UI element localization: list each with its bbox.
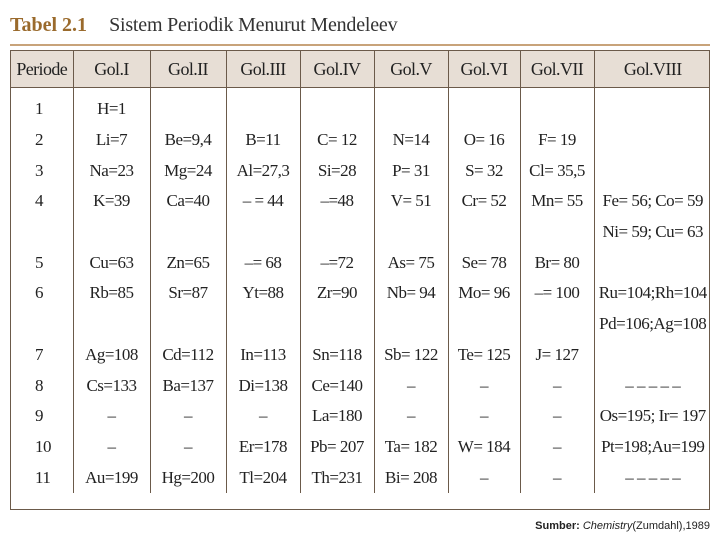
table-row: [11, 88, 710, 125]
element-cell: [448, 309, 520, 340]
element-cell: –: [448, 370, 520, 401]
period-cell: 4: [11, 186, 73, 217]
element-cell: –: [226, 401, 300, 432]
element-cell: Ag=108: [73, 340, 150, 371]
element-cell: –: [150, 432, 226, 463]
period-cell: 7: [11, 340, 73, 371]
period-cell: 6: [11, 278, 73, 309]
element-cell: –: [374, 401, 448, 432]
element-cell: Nb= 94: [374, 278, 448, 309]
table-row: [11, 247, 710, 278]
element-cell: O= 16: [448, 125, 520, 156]
element-cell: H=1: [73, 88, 150, 125]
table-body: [11, 88, 710, 493]
element-cell: [594, 340, 710, 371]
element-cell: [594, 125, 710, 156]
element-cell: Na=23: [73, 155, 150, 186]
period-cell: 1: [11, 88, 73, 125]
element-cell: Os=195; Ir= 197: [599, 406, 706, 426]
column-header: Periode: [11, 51, 73, 88]
period-cell: [11, 217, 73, 248]
element-cell: –=72: [300, 247, 374, 278]
element-cell: Cr= 52: [448, 186, 520, 217]
element-cell: Cl= 35,5: [520, 155, 594, 186]
table-row: [11, 462, 710, 493]
element-cell: Tl=204: [226, 462, 300, 493]
source-rest: (Zumdahl),1989: [632, 520, 710, 532]
element-cell: Sb= 122: [374, 340, 448, 371]
element-cell: –: [520, 432, 594, 463]
element-cell: B=11: [226, 125, 300, 156]
period-cell: 9: [11, 401, 73, 432]
element-cell: Te= 125: [448, 340, 520, 371]
table-row: [11, 432, 710, 463]
table-row: [11, 401, 710, 432]
element-cell: Cd=112: [150, 340, 226, 371]
element-cell: [73, 217, 150, 248]
element-cell: Er=178: [226, 432, 300, 463]
table-row: [11, 340, 710, 371]
source-book: Chemistry: [582, 520, 633, 532]
column-header: Gol.VIII: [594, 51, 710, 88]
element-cell: Au=199: [73, 462, 150, 493]
period-cell: 3: [11, 155, 73, 186]
table-row: [11, 125, 710, 156]
element-cell: F= 19: [520, 125, 594, 156]
element-cell: –: [73, 432, 150, 463]
element-cell: [226, 88, 300, 125]
element-cell: V= 51: [374, 186, 448, 217]
period-cell: [11, 309, 73, 340]
period-cell: 10: [11, 432, 73, 463]
table-row: [11, 309, 710, 340]
element-cell: –: [520, 401, 594, 432]
element-cell: [594, 88, 710, 125]
element-cell: Pt=198;Au=199: [601, 436, 705, 456]
element-cell: [374, 88, 448, 125]
column-header: Gol.IV: [300, 51, 374, 88]
element-cell: C= 12: [300, 125, 374, 156]
source-note: [535, 520, 710, 532]
element-cell: [374, 217, 448, 248]
table-row: [11, 370, 710, 401]
periodic-table-frame: [10, 50, 710, 510]
element-cell: [594, 155, 710, 186]
element-cell: Pd=106;Ag=108: [599, 314, 707, 334]
column-header: Gol.V: [374, 51, 448, 88]
source-label: Sumber:: [535, 520, 580, 532]
element-cell: [374, 309, 448, 340]
period-cell: 5: [11, 247, 73, 278]
element-cell: [226, 217, 300, 248]
element-cell: [520, 309, 594, 340]
table-row: [11, 155, 710, 186]
element-cell: P= 31: [374, 155, 448, 186]
period-cell: 11: [11, 462, 73, 493]
element-cell: Cs=133: [73, 370, 150, 401]
element-cell: [300, 88, 374, 125]
element-cell: Al=27,3: [226, 155, 300, 186]
element-cell: J= 127: [520, 340, 594, 371]
element-cell: Be=9,4: [150, 125, 226, 156]
element-cell: Mn= 55: [520, 186, 594, 217]
element-cell: –: [520, 462, 594, 493]
column-header: Gol.III: [226, 51, 300, 88]
element-cell: –: [150, 401, 226, 432]
element-cell: In=113: [226, 340, 300, 371]
element-cell: Ce=140: [300, 370, 374, 401]
element-cell: Th=231: [300, 462, 374, 493]
element-cell: Si=28: [300, 155, 374, 186]
element-cell: Li=7: [73, 125, 150, 156]
header-row: [11, 51, 710, 88]
element-cell: Zr=90: [300, 278, 374, 309]
element-cell: [448, 88, 520, 125]
element-cell: Yt=88: [226, 278, 300, 309]
element-cell: Br= 80: [520, 247, 594, 278]
element-cell: Ba=137: [150, 370, 226, 401]
element-cell: [150, 88, 226, 125]
element-cell: – – – – –: [625, 467, 681, 487]
element-cell: Ru=104;Rh=104: [598, 283, 707, 303]
element-cell: [520, 217, 594, 248]
element-cell: Ca=40: [150, 186, 226, 217]
element-cell: Hg=200: [150, 462, 226, 493]
element-cell: Mg=24: [150, 155, 226, 186]
element-cell: Cu=63: [73, 247, 150, 278]
element-cell: [300, 309, 374, 340]
mendeleev-table: [11, 51, 710, 493]
column-header: Gol.VII: [520, 51, 594, 88]
column-header: Gol.I: [73, 51, 150, 88]
element-cell: [226, 309, 300, 340]
element-cell: Mo= 96: [448, 278, 520, 309]
element-cell: S= 32: [448, 155, 520, 186]
table-number: Tabel 2.1: [10, 13, 88, 36]
element-cell: Pb= 207: [300, 432, 374, 463]
element-cell: –: [520, 370, 594, 401]
column-header: Gol.II: [150, 51, 226, 88]
element-cell: –= 68: [226, 247, 300, 278]
element-cell: Ta= 182: [374, 432, 448, 463]
table-title: Sistem Periodik Menurut Mendeleev: [109, 13, 398, 36]
element-cell: – – – – –: [625, 375, 681, 395]
element-cell: Di=138: [226, 370, 300, 401]
element-cell: La=180: [300, 401, 374, 432]
period-cell: 2: [11, 125, 73, 156]
caption-rule: [10, 44, 710, 46]
element-cell: [594, 247, 710, 278]
element-cell: –= 100: [520, 278, 594, 309]
element-cell: [150, 309, 226, 340]
table-row: [11, 217, 710, 248]
element-cell: Ni= 59; Cu= 63: [602, 222, 703, 242]
table-caption: [10, 8, 710, 42]
element-cell: Zn=65: [150, 247, 226, 278]
element-cell: [150, 217, 226, 248]
column-header: Gol.VI: [448, 51, 520, 88]
element-cell: [73, 309, 150, 340]
element-cell: –: [448, 401, 520, 432]
element-cell: [300, 217, 374, 248]
element-cell: Rb=85: [73, 278, 150, 309]
element-cell: Sr=87: [150, 278, 226, 309]
element-cell: As= 75: [374, 247, 448, 278]
element-cell: K=39: [73, 186, 150, 217]
table-row: [11, 278, 710, 309]
element-cell: [448, 217, 520, 248]
element-cell: –=48: [300, 186, 374, 217]
element-cell: Bi= 208: [374, 462, 448, 493]
element-cell: Sn=118: [300, 340, 374, 371]
table-row: [11, 186, 710, 217]
element-cell: –: [374, 370, 448, 401]
element-cell: W= 184: [448, 432, 520, 463]
period-cell: 8: [11, 370, 73, 401]
element-cell: –: [448, 462, 520, 493]
element-cell: – = 44: [226, 186, 300, 217]
element-cell: Se= 78: [448, 247, 520, 278]
element-cell: –: [73, 401, 150, 432]
element-cell: N=14: [374, 125, 448, 156]
element-cell: [520, 88, 594, 125]
element-cell: Fe= 56; Co= 59: [602, 191, 703, 211]
